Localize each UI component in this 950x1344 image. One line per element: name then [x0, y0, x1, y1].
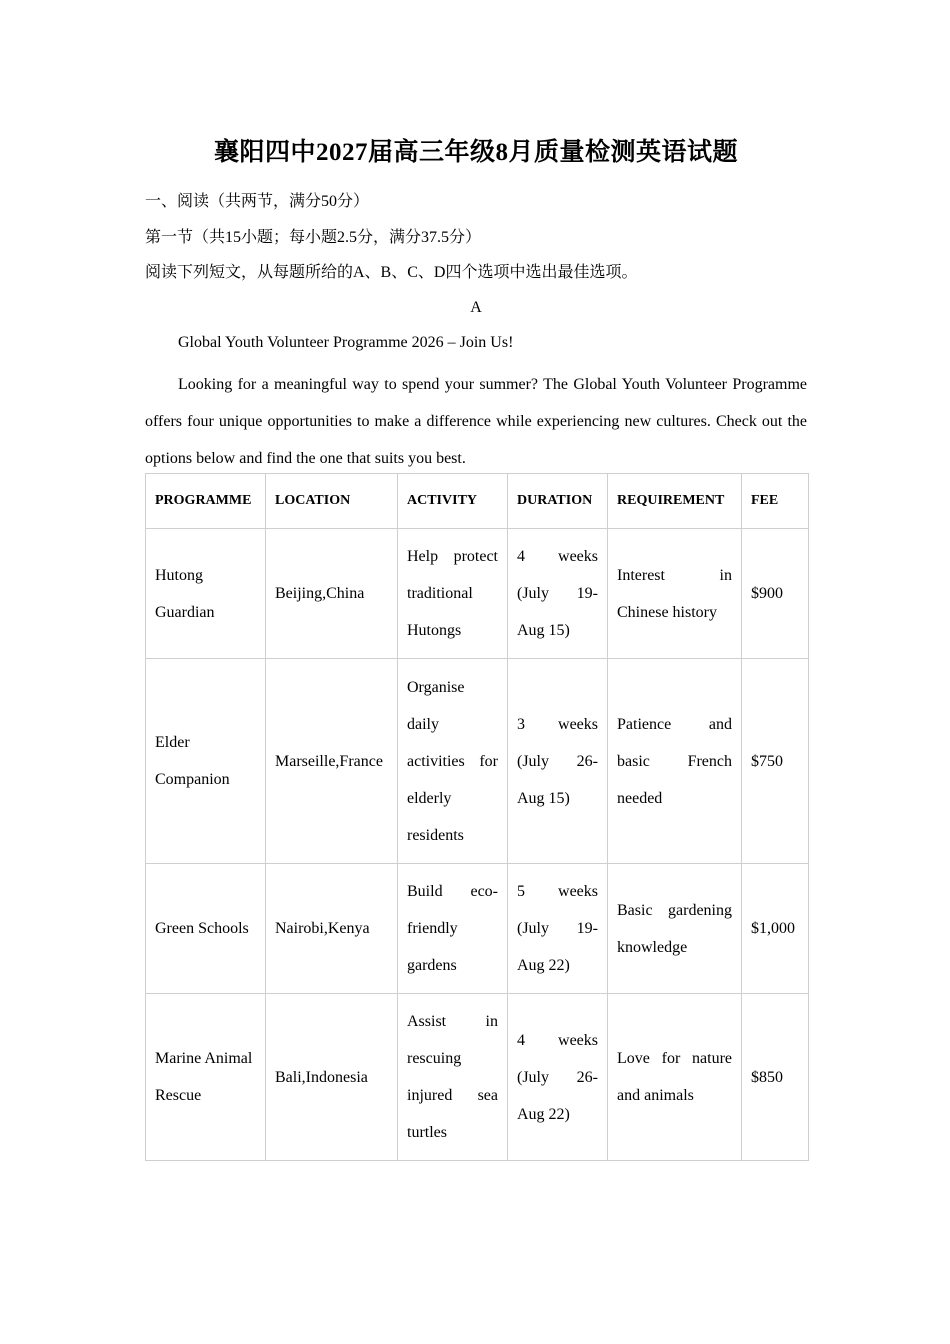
table-row: [146, 529, 809, 659]
passage-intro: Looking for a meaningful way to spend your summer? The Global Youth Volunteer Programme offers four unique opportunities to make a difference while experiencing new cultures. Check out the options below and find the one that suits you best.: [145, 376, 807, 467]
cell-location: Nairobi,Kenya: [266, 864, 398, 994]
cell-requirement: Love for nature and animals: [608, 994, 742, 1161]
programme-table: [145, 473, 809, 1161]
cell-programme: Green Schools: [146, 864, 266, 994]
page-title: 襄阳四中2027届高三年级8月质量检测英语试题: [213, 139, 738, 166]
cell-location: Bali,Indonesia: [266, 994, 398, 1161]
cell-programme: Hutong Guardian: [146, 529, 266, 659]
cell-programme: Marine Animal Rescue: [146, 994, 266, 1161]
cell-activity: Organise daily activities for elderly residents: [398, 659, 508, 864]
cell-requirement: Interest in Chinese history: [608, 529, 742, 659]
cell-fee: $850: [742, 994, 809, 1161]
instruction-text: 阅读下列短文，从每题所给的A、B、C、D四个选项中选出最佳选项。: [145, 264, 638, 281]
passage-headline: Global Youth Volunteer Programme 2026 – Join Us!: [178, 334, 514, 351]
cell-programme: Elder Companion: [146, 659, 266, 864]
cell-requirement: Basic gardening knowledge: [608, 864, 742, 994]
cell-location: Marseille,France: [266, 659, 398, 864]
cell-activity: Assist in rescuing injured sea turtles: [398, 994, 508, 1161]
header-location: LOCATION: [266, 474, 398, 529]
cell-location: Beijing,China: [266, 529, 398, 659]
section-heading: 一、阅读（共两节，满分50分）: [145, 193, 370, 210]
cell-fee: $900: [742, 529, 809, 659]
header-fee: FEE: [742, 474, 809, 529]
cell-duration: 5 weeks (July 19-Aug 22): [508, 864, 608, 994]
cell-fee: $750: [742, 659, 809, 864]
header-requirement: REQUIREMENT: [608, 474, 742, 529]
subsection-heading: 第一节（共15小题；每小题2.5分，满分37.5分）: [145, 229, 482, 246]
header-programme: PROGRAMME: [146, 474, 266, 529]
header-duration: DURATION: [508, 474, 608, 529]
cell-duration: 3 weeks (July 26-Aug 15): [508, 659, 608, 864]
cell-duration: 4 weeks (July 26-Aug 22): [508, 994, 608, 1161]
cell-fee: $1,000: [742, 864, 809, 994]
cell-requirement: Patience and basic French needed: [608, 659, 742, 864]
table-header-row: [146, 474, 809, 529]
cell-activity: Build eco-friendly gardens: [398, 864, 508, 994]
table-row: [146, 864, 809, 994]
cell-duration: 4 weeks (July 19-Aug 15): [508, 529, 608, 659]
header-activity: ACTIVITY: [398, 474, 508, 529]
table-row: [146, 994, 809, 1161]
passage-label: A: [470, 299, 482, 316]
cell-activity: Help protect traditional Hutongs: [398, 529, 508, 659]
table-row: [146, 659, 809, 864]
